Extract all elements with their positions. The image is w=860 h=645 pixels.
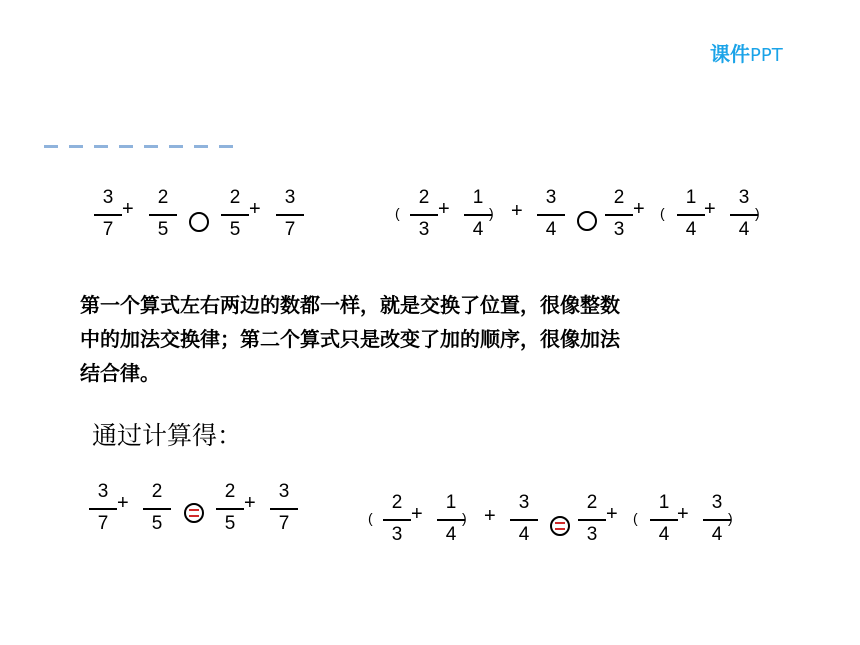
explanation-line-3: 结合律。 [80, 361, 160, 385]
fraction-3-7: 3 7 [279, 187, 301, 241]
dashed-divider [44, 145, 236, 148]
right-paren: ) [462, 510, 467, 526]
plus-sign: + [704, 198, 716, 220]
fraction-2-3: 2 3 [386, 492, 408, 546]
plus-sign: + [122, 198, 134, 220]
fraction-3-4: 3 4 [706, 492, 728, 546]
plus-sign: + [411, 503, 423, 525]
left-paren: ( [395, 205, 400, 221]
plus-sign: + [511, 200, 523, 222]
left-paren: ( [660, 205, 665, 221]
fraction-2-3: 2 3 [608, 187, 630, 241]
fraction-3-4: 3 4 [513, 492, 535, 546]
fraction-1-4: 1 4 [467, 187, 489, 241]
compare-circle-equals[interactable] [184, 503, 204, 523]
plus-sign: + [438, 198, 450, 220]
compare-circle-empty[interactable] [577, 211, 597, 231]
plus-sign: + [606, 503, 618, 525]
fraction-2-5: 2 5 [152, 187, 174, 241]
fraction-2-3: 2 3 [581, 492, 603, 546]
fraction-2-3: 2 3 [413, 187, 435, 241]
fraction-1-4: 1 4 [653, 492, 675, 546]
fraction-2-5: 2 5 [224, 187, 246, 241]
plus-sign: + [117, 492, 129, 514]
fraction-2-5: 2 5 [219, 481, 241, 535]
right-paren: ) [755, 205, 760, 221]
explanation-text [80, 288, 760, 390]
plus-sign: + [249, 198, 261, 220]
fraction-3-4: 3 4 [540, 187, 562, 241]
left-paren: ( [368, 510, 373, 526]
fraction-1-4: 1 4 [440, 492, 462, 546]
brand-main: 课件 [710, 42, 750, 66]
brand-suffix: PPT [750, 45, 783, 66]
right-paren: ) [489, 205, 494, 221]
fraction-3-7: 3 7 [92, 481, 114, 535]
plus-sign: + [484, 505, 496, 527]
left-paren: ( [633, 510, 638, 526]
explanation-line-2: 中的加法交换律；第二个算式只是改变了加的顺序，很像加法 [80, 327, 620, 351]
fraction-3-4: 3 4 [733, 187, 755, 241]
fraction-2-5: 2 5 [146, 481, 168, 535]
explanation-line-1: 第一个算式左右两边的数都一样，就是交换了位置，很像整数 [80, 293, 620, 317]
plus-sign: + [677, 503, 689, 525]
fraction-3-7: 3 7 [97, 187, 119, 241]
brand-logo [710, 38, 783, 67]
right-paren: ) [728, 510, 733, 526]
plus-sign: + [633, 198, 645, 220]
fraction-1-4: 1 4 [680, 187, 702, 241]
calculation-label: 通过计算得： [92, 421, 243, 450]
fraction-3-7: 3 7 [273, 481, 295, 535]
plus-sign: + [244, 492, 256, 514]
compare-circle-empty[interactable] [189, 212, 209, 232]
compare-circle-equals[interactable] [550, 516, 570, 536]
